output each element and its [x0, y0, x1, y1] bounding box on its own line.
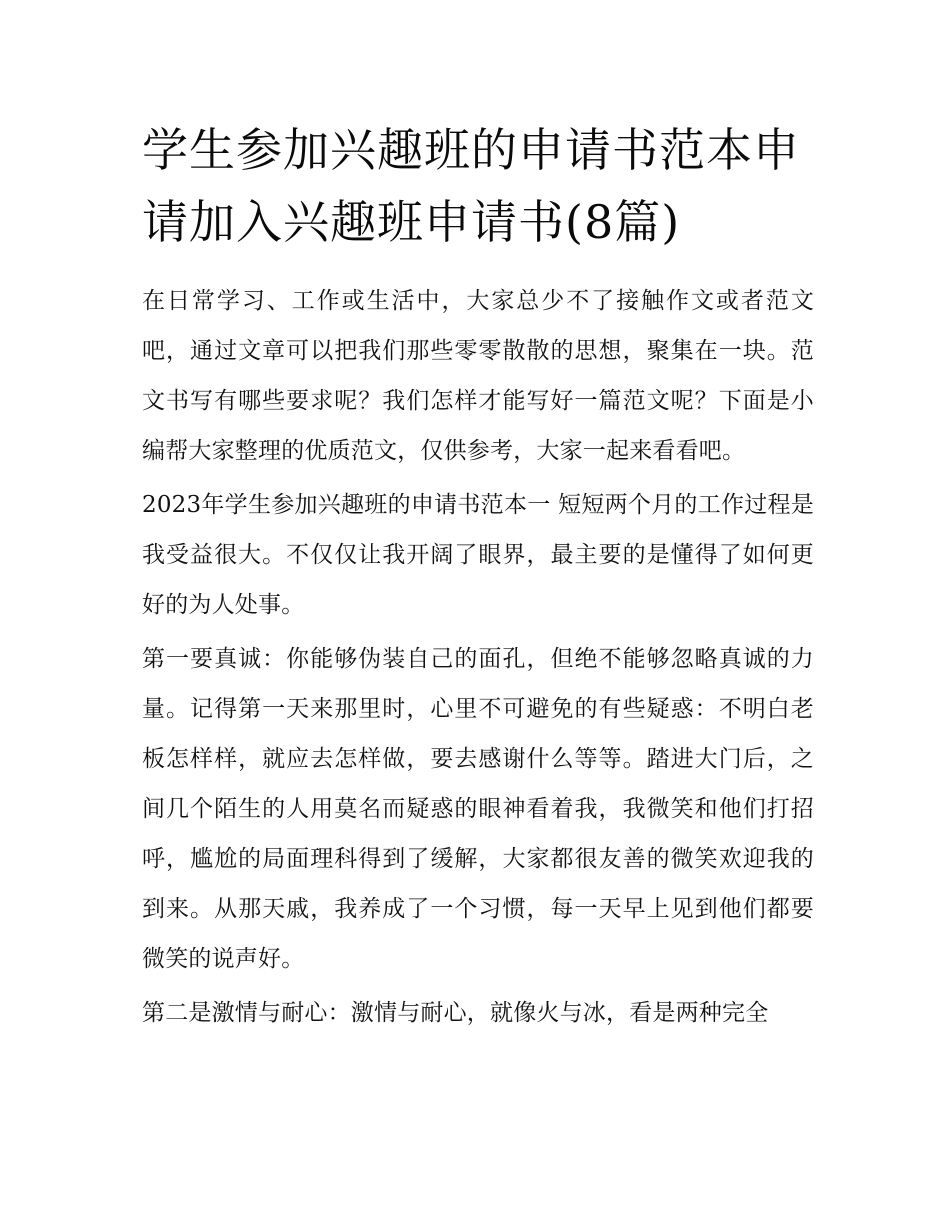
document-body — [142, 276, 814, 1042]
paragraph-intro: 在日常学习、工作或生活中，大家总少不了接触作文或者范文吧，通过文章可以把我们那些零零散散的思想，聚集在一块。范文书写有哪些要求呢？我们怎样才能写好一篇范文呢？下面是小编帮大家整理的优质范文，仅供参考，大家一起来看看吧。 — [142, 288, 814, 464]
paragraph-sincerity: 第一要真诚：你能够伪装自己的面孔，但绝不能够忽略真诚的力量。记得第一天来那里时，心里不可避免的有些疑惑：不明白老板怎样样，就应去怎样做，要去感谢什么等等。踏进大门后，之间几个陌生的人用莫名而疑惑的眼神看着我，我微笑和他们打招呼，尴尬的局面理科得到了缓解，大家都很友善的微笑欢迎我的到来。从那天戚，我养成了一个习惯，每一天早上见到他们都要微笑的说声好。 — [142, 646, 814, 972]
document-title: 学生参加兴趣班的申请书范本申请加入兴趣班申请书(8篇) — [142, 123, 800, 249]
paragraph-sample-one: 2023年学生参加兴趣班的申请书范本一 短短两个月的工作过程是我受益很大。不仅仅让我开阔了眼界，最主要的是懂得了如何更好的为人处事。 — [142, 492, 814, 618]
paragraph-passion-patience: 第二是激情与耐心：激情与耐心，就像火与冰，看是两种完全 — [142, 1000, 769, 1026]
